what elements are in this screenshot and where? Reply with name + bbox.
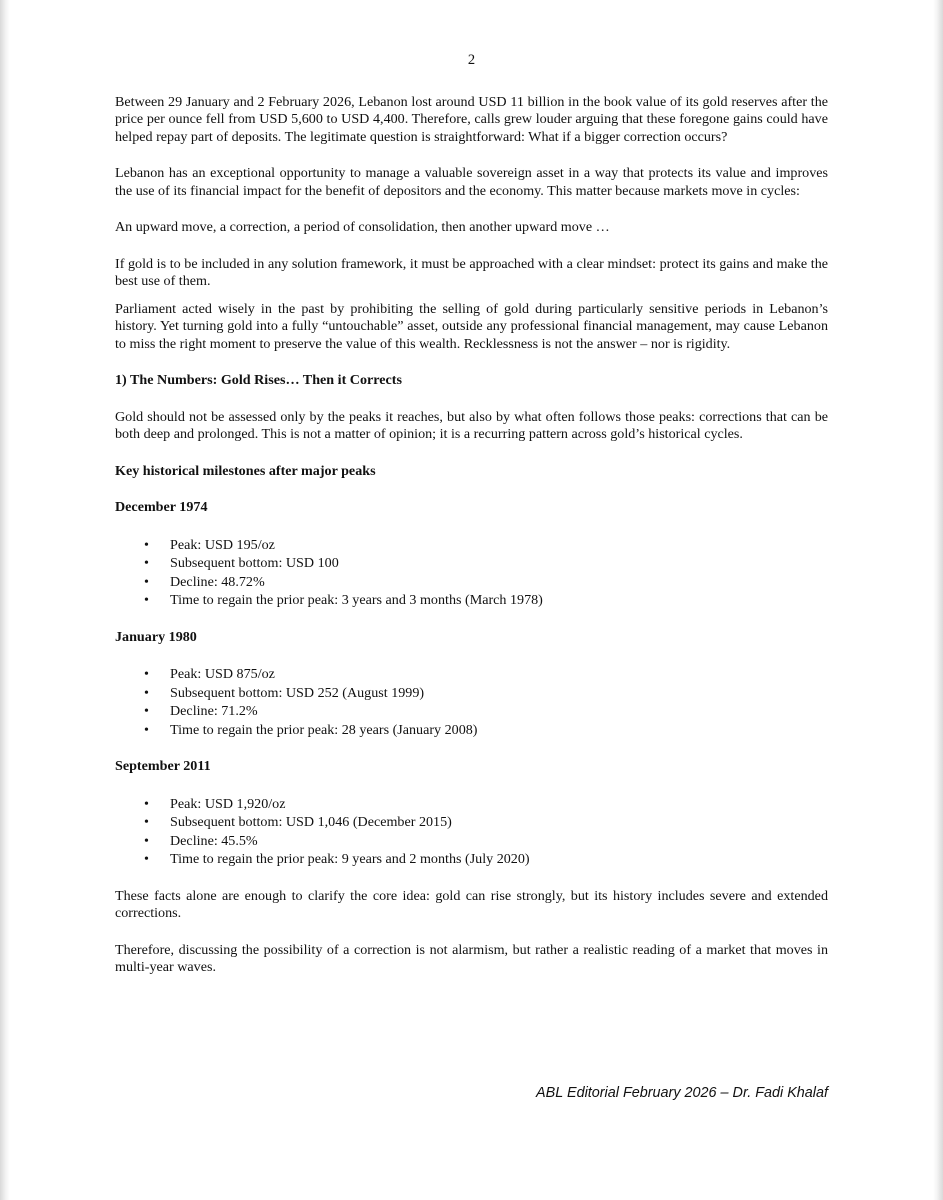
document-body <box>115 52 828 977</box>
milestone-title: September 2011 <box>115 758 211 774</box>
list-item: • Time to regain the prior peak: 28 years (January 2008) <box>170 721 828 740</box>
list-item: • Decline: 45.5% <box>170 832 828 851</box>
page-number: 2 <box>467 52 476 68</box>
list-item: • Peak: USD 195/oz <box>170 536 828 555</box>
milestone-block <box>115 758 828 869</box>
paragraph-gold-reserve-loss: Between 29 January and 2 February 2026, Lebanon lost around USD 11 billion in the book value of its gold reserves after the price per ounce fell from USD 5,600 to USD 4,400. Therefore, calls grew louder arguing that these foregone gains could have helped repay part of deposits. The legitimate question is straightforward: What if a bigger correction occurs? <box>115 93 828 145</box>
paragraph-corrections: Gold should not be assessed only by the peaks it reaches, but also by what often follows those peaks: corrections that can be both deep and prolonged. This is not a matter of opinion; it is a recurring pattern across gold’s historical cycles. <box>115 408 828 442</box>
page-edge-shadow-left <box>0 0 10 1200</box>
editorial-signature: ABL Editorial February 2026 – Dr. Fadi Khalaf <box>536 1085 828 1101</box>
paragraph-parliament: Parliament acted wisely in the past by prohibiting the selling of gold during particularly sensitive periods in Lebanon’s history. Yet turning gold into a fully “untouchable” asset, outside any professional financial management, may cause Lebanon to miss the right moment to preserve the value of this wealth. Recklessness is not the answer – nor is rigidity. <box>115 300 828 352</box>
milestone-list <box>115 536 828 610</box>
list-item: • Subsequent bottom: USD 1,046 (December 2015) <box>170 813 828 832</box>
paragraph-clear-mindset: If gold is to be included in any solution framework, it must be approached with a clear mindset: protect its gains and make the best use of them. <box>115 255 828 289</box>
list-item: • Time to regain the prior peak: 3 years and 3 months (March 1978) <box>170 591 828 610</box>
list-item: • Peak: USD 875/oz <box>170 665 828 684</box>
milestone-title: December 1974 <box>115 499 208 515</box>
milestone-block <box>115 629 828 740</box>
list-item: • Time to regain the prior peak: 9 years and 2 months (July 2020) <box>170 850 828 869</box>
section-heading: 1) The Numbers: Gold Rises… Then it Corrects <box>115 372 402 388</box>
milestone-title: January 1980 <box>115 628 197 645</box>
page-edge-shadow-right <box>933 0 943 1200</box>
list-item: • Subsequent bottom: USD 100 <box>170 554 828 573</box>
paragraph-core-idea: These facts alone are enough to clarify the core idea: gold can rise strongly, but its history includes severe and extended corrections. <box>115 887 828 921</box>
list-item: • Peak: USD 1,920/oz <box>170 795 828 814</box>
paragraph-opportunity: Lebanon has an exceptional opportunity to manage a valuable sovereign asset in a way that protects its value and improves the use of its financial impact for the benefit of depositors and the economy. This matter because markets move in cycles: <box>115 165 828 199</box>
list-item: • Decline: 71.2% <box>170 702 828 721</box>
milestone-block <box>115 499 828 610</box>
milestone-list <box>115 665 828 739</box>
list-item: • Subsequent bottom: USD 252 (August 1999) <box>170 684 828 703</box>
paragraph-conclusion: Therefore, discussing the possibility of a correction is not alarmism, but rather a realistic reading of a market that moves in multi-year waves. <box>115 941 828 975</box>
milestones-heading: Key historical milestones after major peaks <box>115 462 376 479</box>
milestone-list <box>115 795 828 869</box>
list-item: • Decline: 48.72% <box>170 573 828 592</box>
paragraph-market-cycle: An upward move, a correction, a period of consolidation, then another upward move … <box>115 219 610 235</box>
